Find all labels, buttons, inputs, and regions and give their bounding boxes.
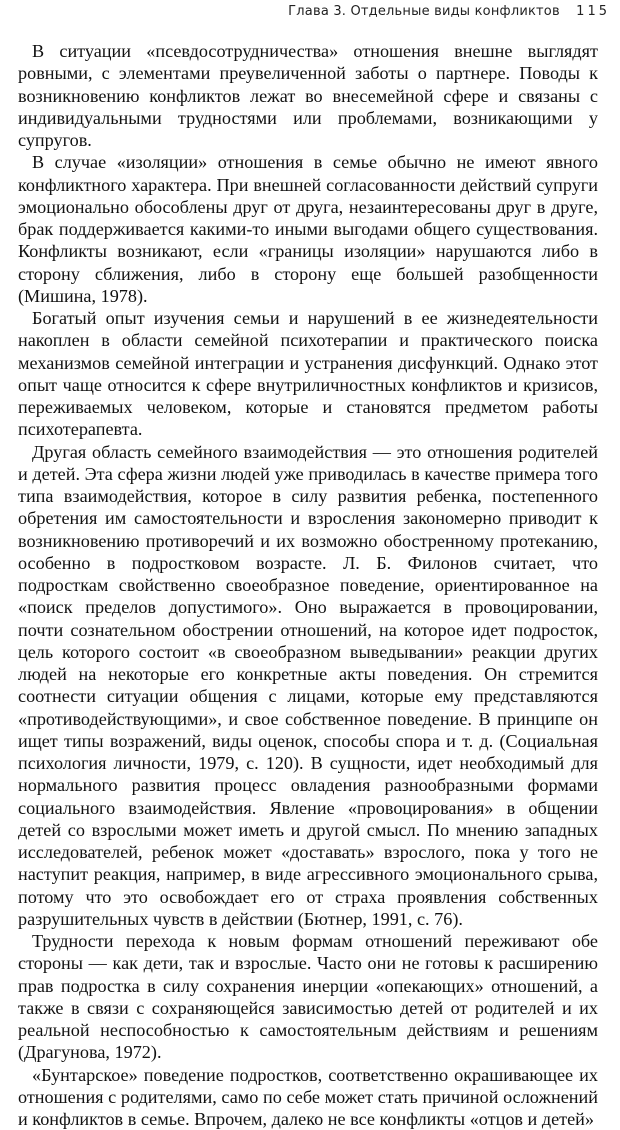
paragraph: «Бунтарское» поведение подростков, соответственно окрашивающее их отношения с родителями, само по себе может стать причиной осложнений и конфликтов в семье. Впрочем, далеко не все конфликты «отцов и детей»: [18, 1064, 598, 1130]
running-header: [288, 4, 610, 19]
paragraph: В ситуации «псевдосотрудничества» отношения внешне выглядят ровными, с элементами преувеличенной заботы о партнере. Поводы к возникновению конфликтов лежат во внесемейной сфере и связаны с индивидуальными трудностями или проблемами, возникающими у супругов.: [18, 40, 598, 151]
paragraph: Богатый опыт изучения семьи и нарушений в ее жизнедеятельности накоплен в области семейной психотерапии и практического поиска механизмов семейной интеграции и устранения дисфункций. Однако этот опыт чаще относится к сфере внутриличностных конфликтов и кризисов, переживаемых человеком, которые и становятся предметом работы психотерапевта.: [18, 307, 598, 441]
page-number: 115: [576, 4, 610, 19]
paragraph: Другая область семейного взаимодействия — это отношения родителей и детей. Эта сфера жизни людей уже приводилась в качестве примера того типа взаимодействия, которое в силу развития ребенка, постепенного обретения им самостоятельности и взросления закономерно приводит к возникновению противоречий и их возможно обостренному протеканию, особенно в подростковом возрасте. Л. Б. Филонов считает, что подросткам свойственно своеобразное поведение, ориентированное на «поиск пределов допустимого». Оно выражается в провоцировании, почти сознательном обострении отношений, на которое идет подросток, цель которого состоит «в своеобразном выведывании» реакции других людей на некоторые его конкретные акты поведения. Он стремится соотнести ситуации общения с лицами, которые ему представляются «противодействующими», и свое собственное поведение. В принципе он ищет типы возражений, виды оценок, способы спора и т. д. (Социальная психология личности, 1979, с. 120). В сущности, идет необходимый для нормального развития процесс овладения разнообразными формами социального взаимодействия. Явление «провоцирования» в общении детей со взрослыми может иметь и другой смысл. По мнению западных исследователей, ребенок может «доставать» взрослого, пока у того не наступит реакция, например, в виде агрессивного эмоционального срыва, потому что это освобождает его от страха проявления собственных разрушительных чувств в действии (Бютнер, 1991, с. 76).: [18, 441, 598, 931]
body-text: [18, 40, 598, 1130]
paragraph: Трудности перехода к новым формам отношений переживают обе стороны — как дети, так и взрослые. Часто они не готовы к расширению прав подростка в силу сохранения инерции «опекающих» отношений, а также в связи с сохраняющейся зависимостью детей от родителей и их реальной неспособностью к самостоятельным действиям и решениям (Драгунова, 1972).: [18, 930, 598, 1064]
paragraph: В случае «изоляции» отношения в семье обычно не имеют явного конфликтного характера. При внешней согласованности действий супруги эмоционально обособлены друг от друга, незаинтересованы друг в друге, брак поддерживается какими-то иными выгодами общего существования. Конфликты возникают, если «границы изоляции» нарушаются либо в сторону сближения, либо в сторону еще большей разобщенности (Мишина, 1978).: [18, 151, 598, 307]
chapter-title: Глава 3. Отдельные виды конфликтов: [288, 4, 560, 19]
